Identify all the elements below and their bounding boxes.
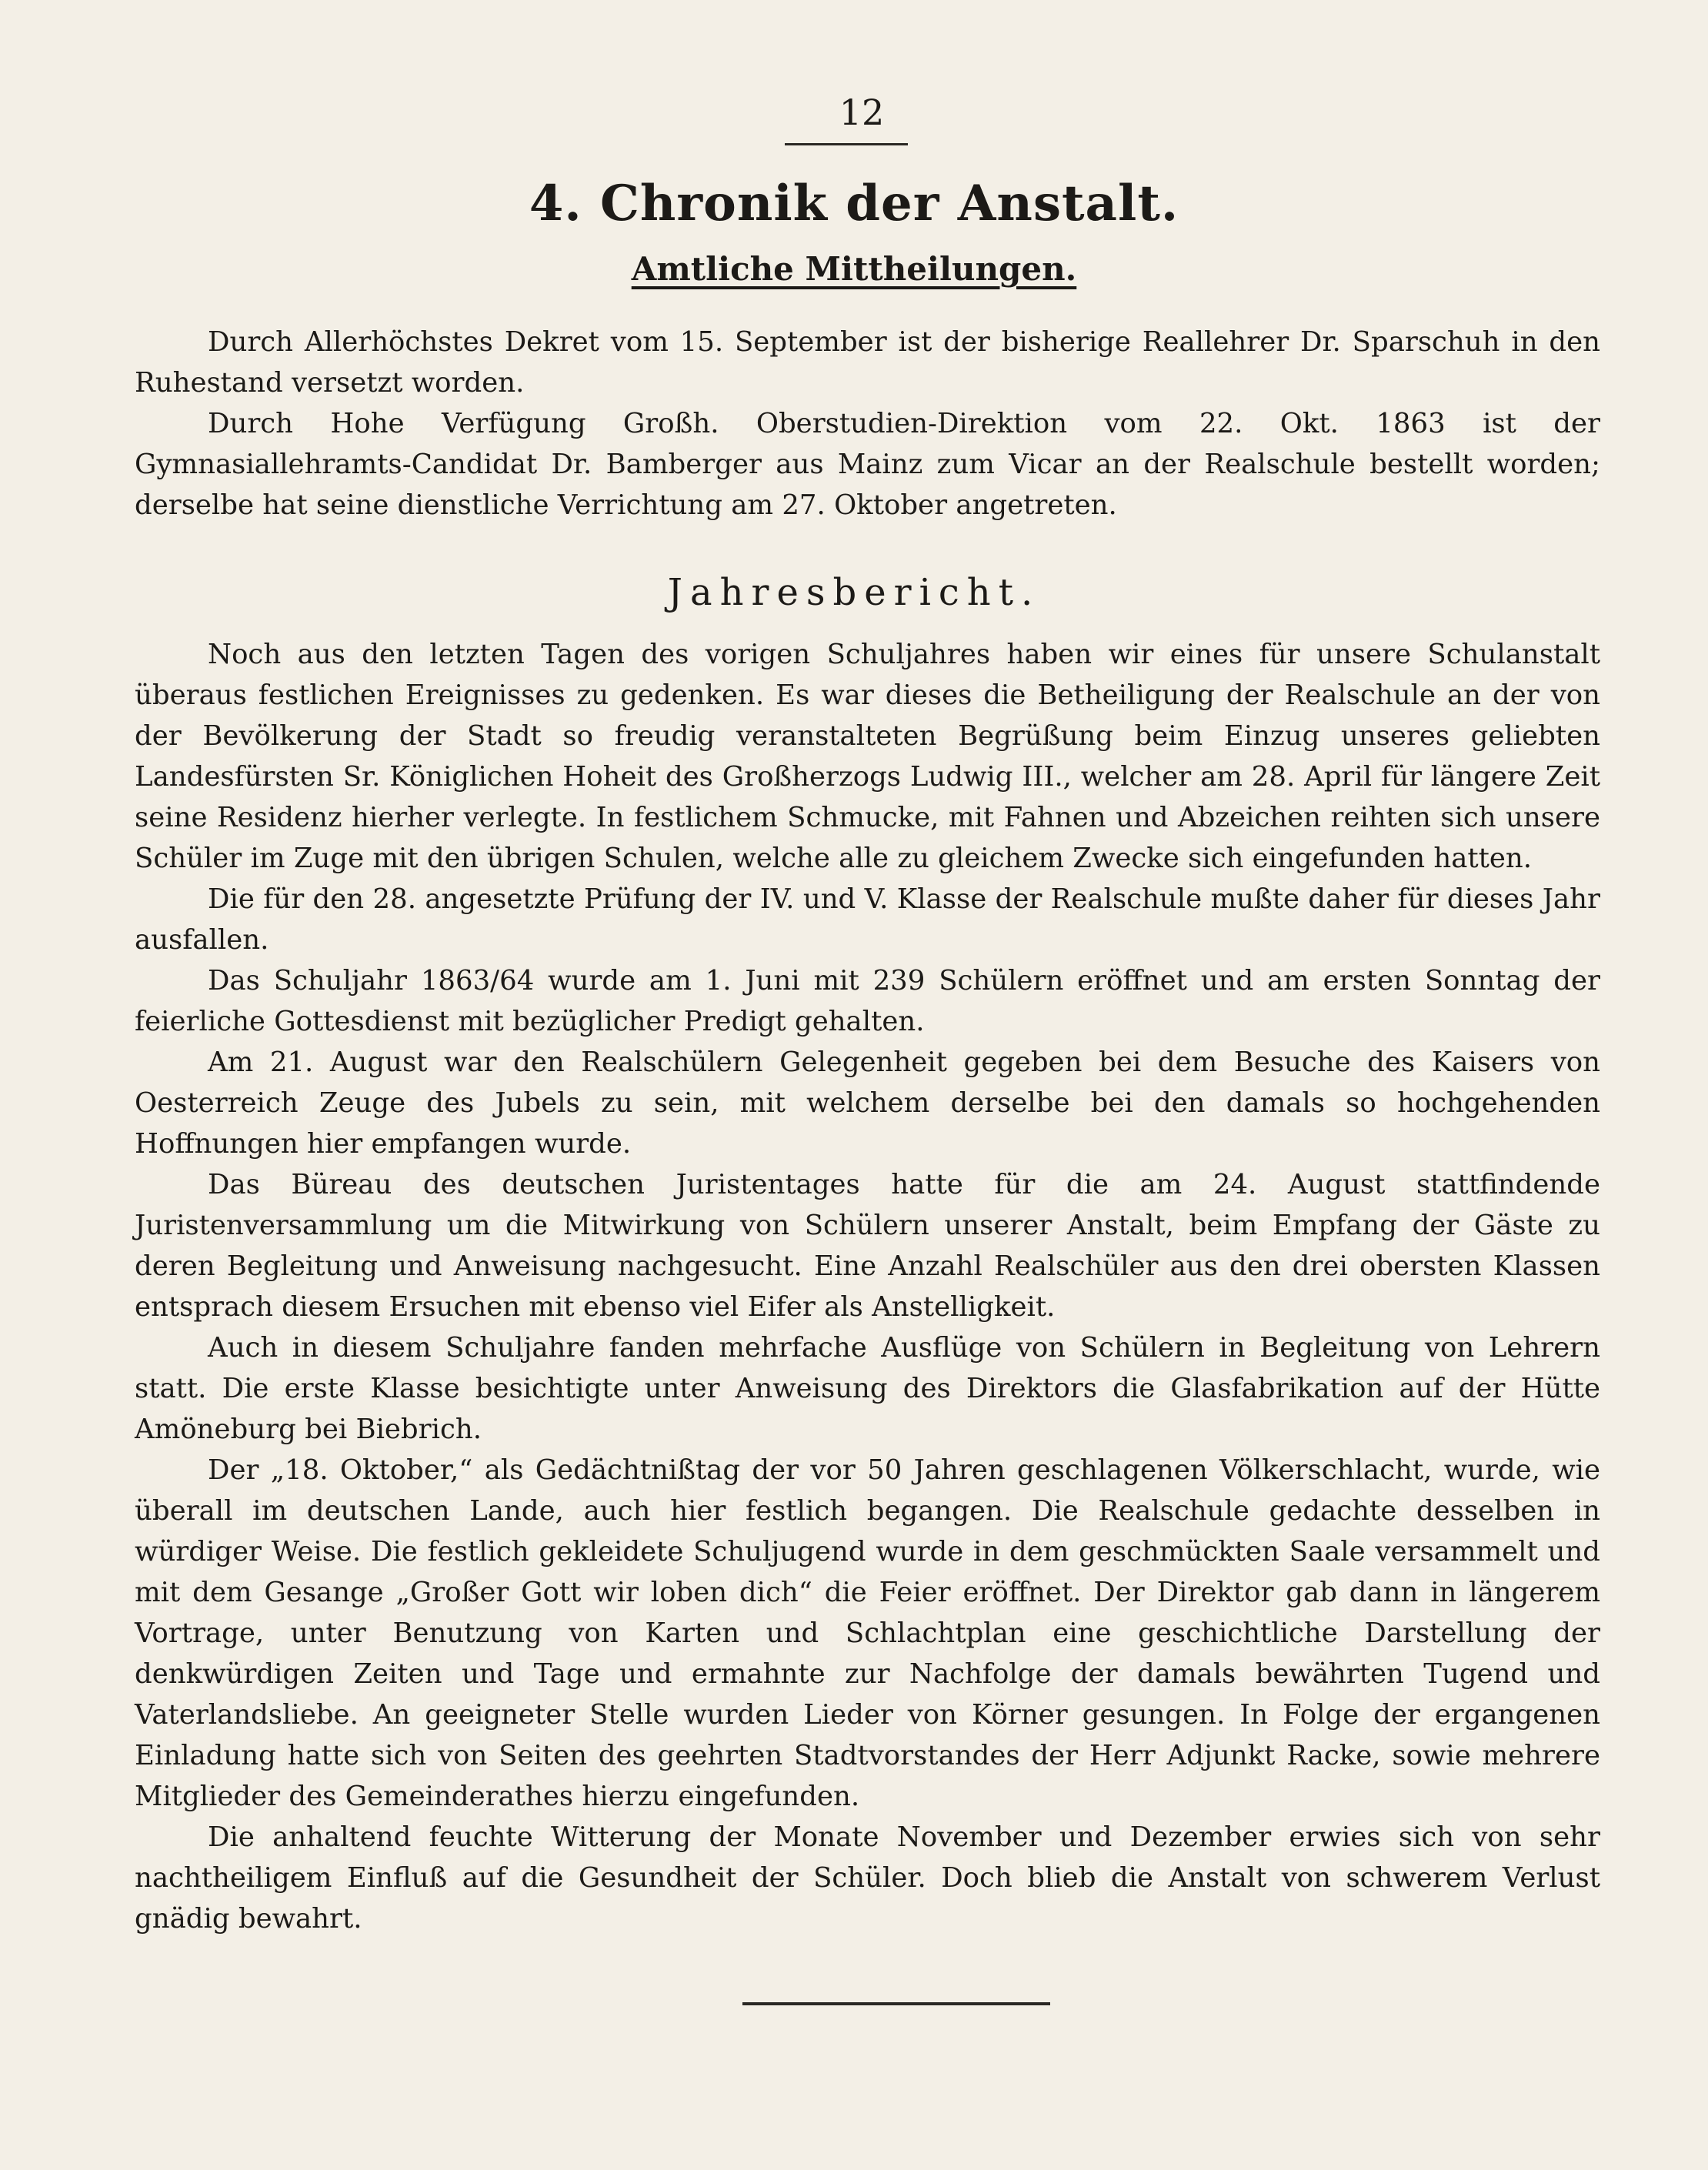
annual-paragraph-1: Noch aus den letzten Tagen des vorigen Schuljahres haben wir eines für unsere Schulanstalt überaus festlichen Ereignisses zu gedenken. Es war dieses die Betheiligung der Realschule an der von der Bevölkerung der Stadt so freudig veranstalteten Begrüßung beim Einzug unseres geliebten Landesfürsten Sr. Königlichen Hoheit des Großherzogs Ludwig III., welcher am 28. April für längere Zeit seine Residenz hierher verlegte. In festlichem Schmucke, mit Fahnen und Abzeichen reihten sich unsere Schüler im Zuge mit den übrigen Schulen, welche alle zu gleichem Zwecke sich eingefunden hatten.: [135, 639, 1600, 874]
annual-paragraph-4: Am 21. August war den Realschülern Gelegenheit gegeben bei dem Besuche des Kaisers von Oesterreich Zeuge des Jubels zu sein, mit welchem derselbe bei den damals so hochgehenden Hoffnungen hier empfangen wurde.: [135, 1047, 1600, 1160]
section-heading: Jahresbericht.: [667, 571, 1041, 614]
official-paragraph-1: Durch Allerhöchstes Dekret vom 15. September ist der bisherige Reallehrer Dr. Sparschuh in den Ruhestand versetzt worden.: [135, 326, 1600, 399]
official-paragraph-2: Durch Hohe Verfügung Großh. Oberstudien-Direktion vom 22. Okt. 1863 ist der Gymnasiallehramts-Candidat Dr. Bamberger aus Mainz zum Vicar an der Realschule bestellt worden; derselbe hat seine dienstliche Verrichtung am 27. Oktober angetreten.: [135, 408, 1600, 521]
annual-paragraph-7: Der „18. Oktober,“ als Gedächtnißtag der vor 50 Jahren geschlagenen Völkerschlacht, wurde, wie überall im deutschen Lande, auch hier festlich begangen. Die Realschule gedachte desselben in würdiger Weise. Die festlich gekleidete Schuljugend wurde in dem geschmückten Saale versammelt und mit dem Gesange „Großer Gott wir loben dich“ die Feier eröffnet. Der Direktor gab dann in längerem Vortrage, unter Benutzung von Karten und Schlachtplan eine geschichtliche Darstellung der denkwürdigen Zeiten und Tage und ermahnte zur Nachfolge der damals bewährten Tugend und Vaterlandsliebe. An geeigneter Stelle wurden Lieder von Körner gesungen. In Folge der ergangenen Einladung hatte sich von Seiten des geehrten Stadtvorstandes der Herr Adjunkt Racke, sowie mehrere Mitglieder des Gemeinderathes hierzu eingefunden.: [135, 1454, 1600, 1812]
annual-paragraph-3: Das Schuljahr 1863/64 wurde am 1. Juni mit 239 Schülern eröffnet und am ersten Sonntag der feierliche Gottesdienst mit bezüglicher Predigt gehalten.: [135, 965, 1600, 1037]
page-number-rule: [785, 143, 908, 145]
chapter-title: 4. Chronik der Anstalt.: [529, 175, 1179, 232]
annual-paragraph-8: Die anhaltend feuchte Witterung der Monate November und Dezember erwies sich von sehr nachtheiligem Einfluß auf die Gesundheit der Schüler. Doch blieb die Anstalt von schwerem Verlust gnädig bewahrt.: [135, 1821, 1600, 1935]
chapter-subtitle: Amtliche Mittheilungen.: [631, 250, 1077, 288]
annual-paragraph-2: Die für den 28. angesetzte Prüfung der IV. und V. Klasse der Realschule mußte daher für dieses Jahr ausfallen.: [135, 883, 1600, 956]
annual-paragraph-6: Auch in diesem Schuljahre fanden mehrfache Ausflüge von Schülern in Begleitung von Lehrern statt. Die erste Klasse besichtigte unter Anweisung des Direktors die Glasfabrikation auf der Hütte Amöneburg bei Biebrich.: [135, 1332, 1600, 1445]
closing-rule: [742, 2002, 1050, 2005]
annual-paragraph-5: Das Büreau des deutschen Juristentages hatte für die am 24. August stattfindende Juristenversammlung um die Mitwirkung von Schülern unserer Anstalt, beim Empfang der Gäste zu deren Begleitung und Anweisung nachgesucht. Eine Anzahl Realschüler aus den drei obersten Klassen entsprach diesem Ersuchen mit ebenso viel Eifer als Anstelligkeit.: [135, 1169, 1600, 1323]
page-number: 12: [839, 92, 885, 133]
